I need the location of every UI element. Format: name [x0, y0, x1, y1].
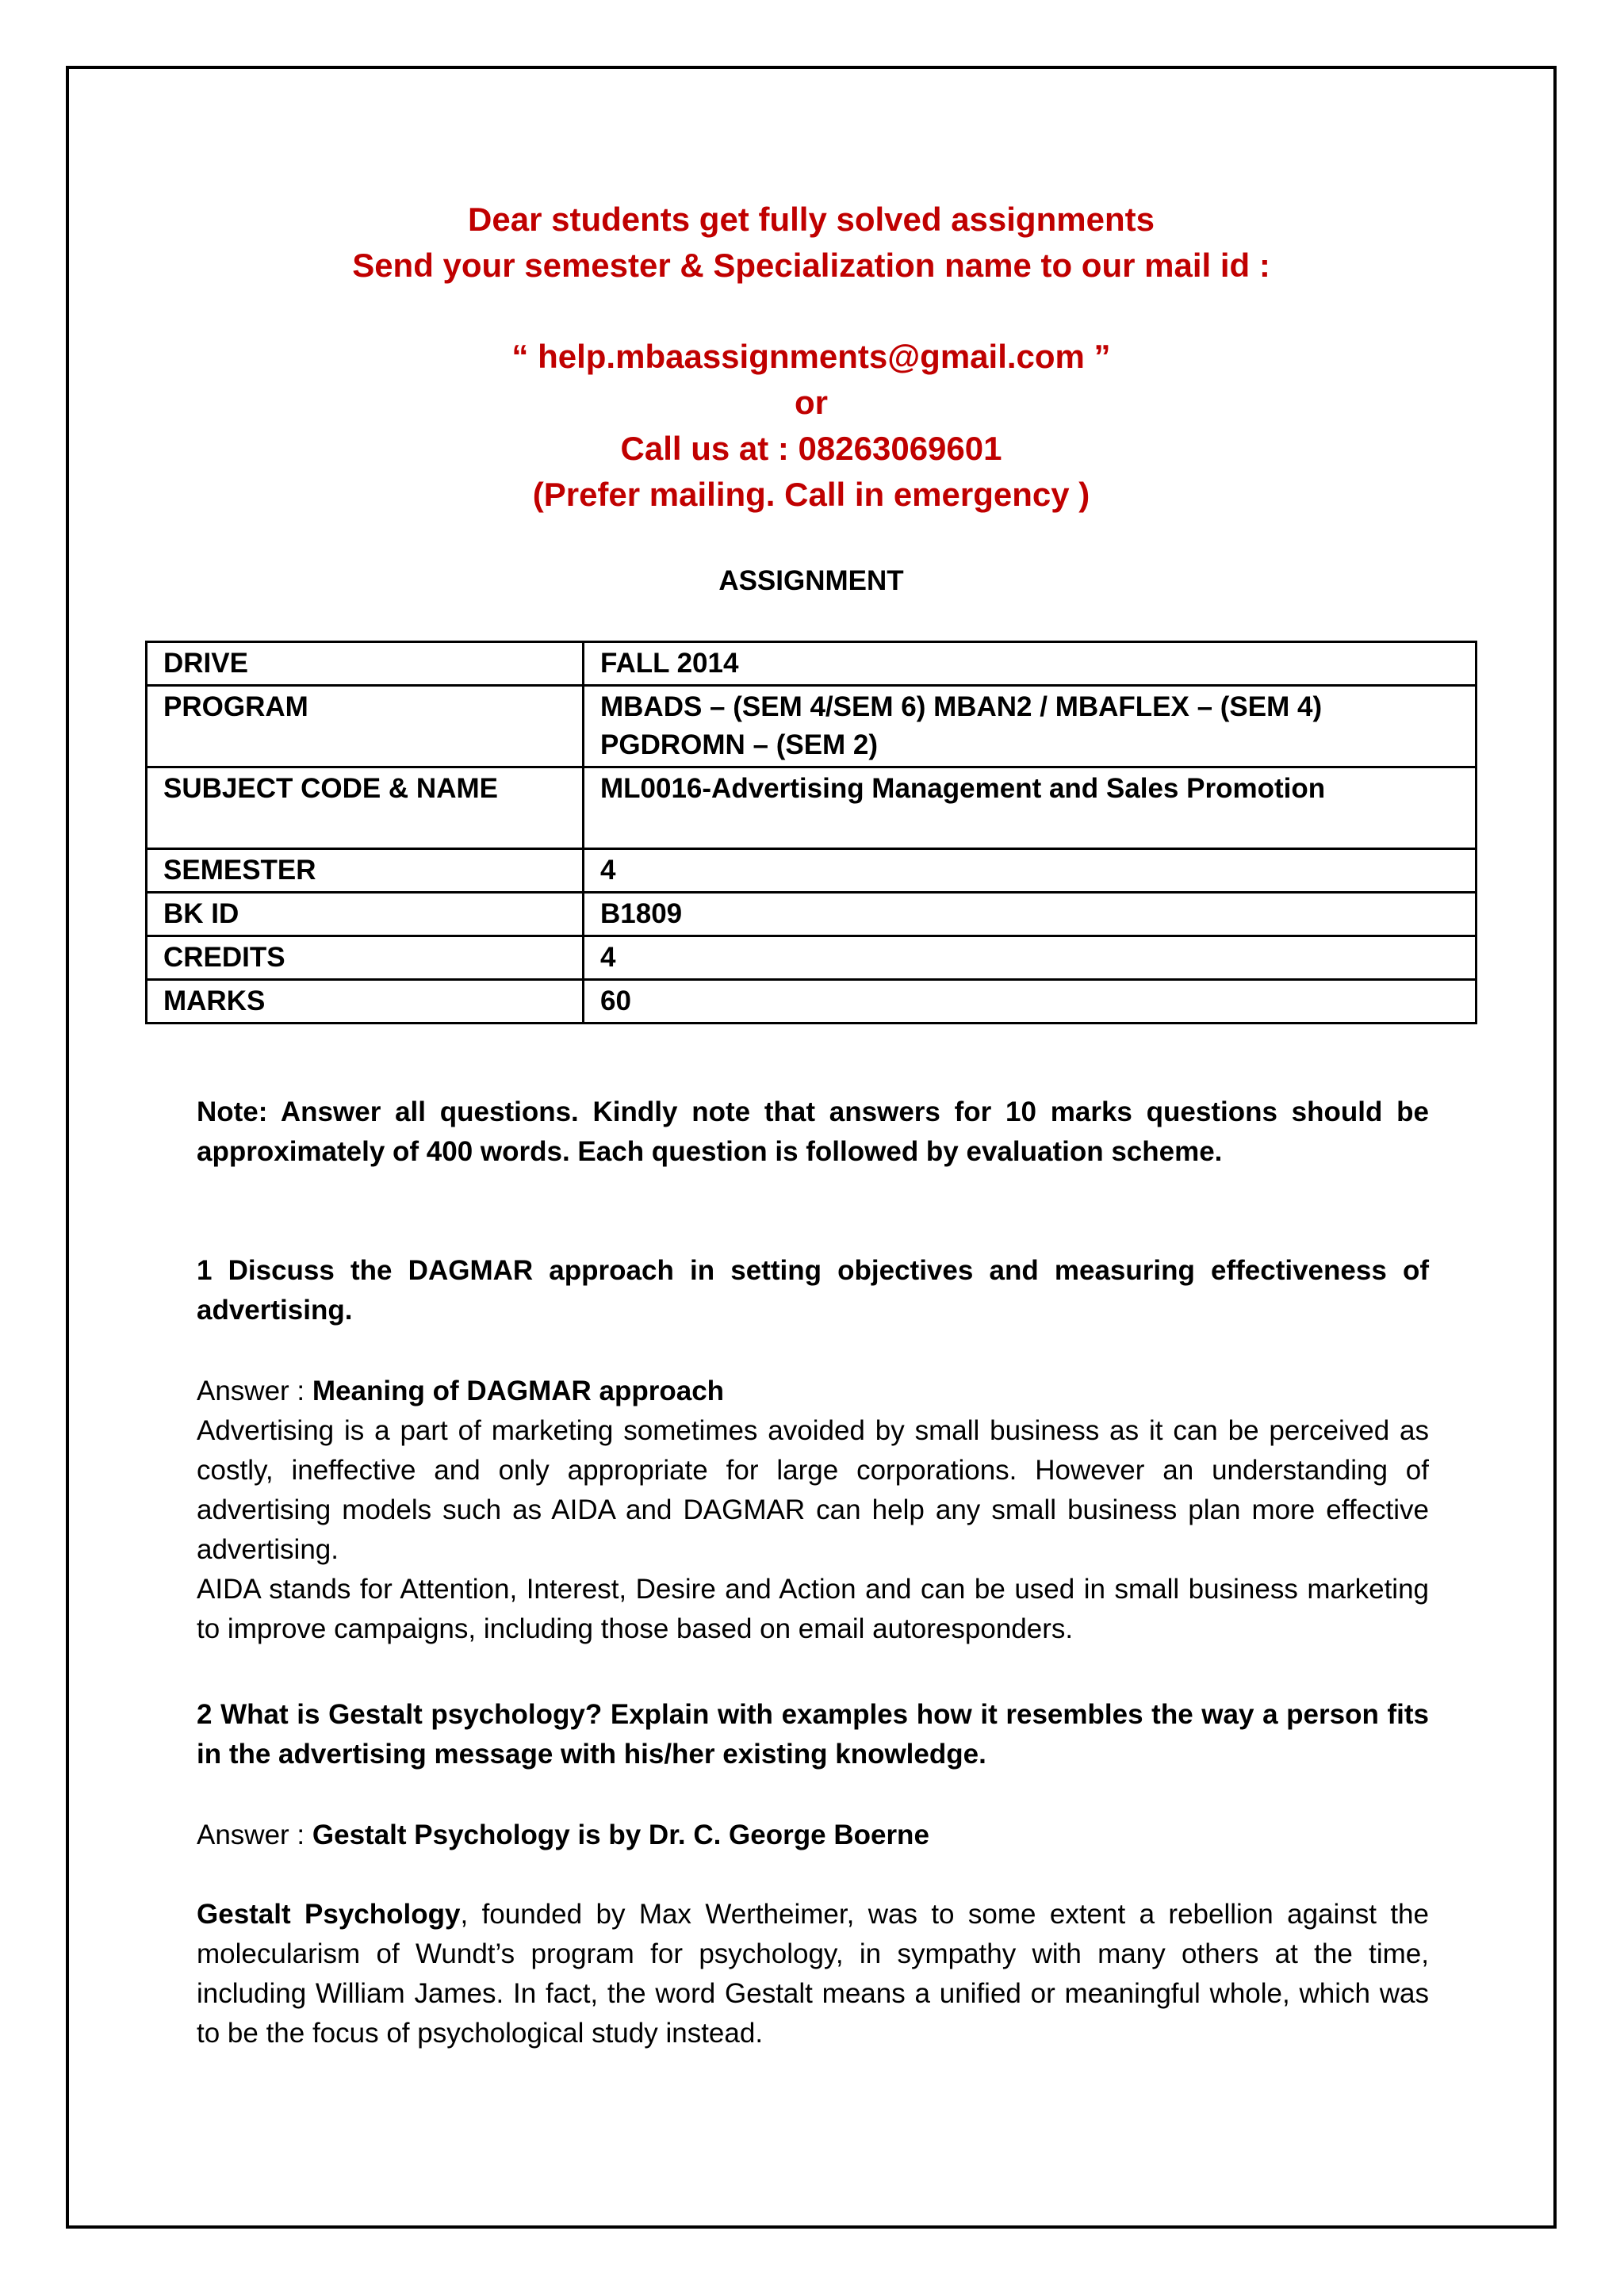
answer-1-paragraph-1: Advertising is a part of marketing sometimes avoided by small business as it can be perceived as costly, ineffective and only appropriate for large corporations. However an understanding of advertising models such as AIDA and DAGMAR can help any small business plan more effective advertising. [197, 1415, 1429, 1565]
answer-heading: Gestalt Psychology is by Dr. C. George Boerne [312, 1820, 929, 1850]
promo-or: or [795, 384, 828, 421]
promo-header [66, 197, 1557, 289]
row-value: 4 [584, 849, 1477, 893]
table-row [147, 686, 1477, 767]
row-key: SEMESTER [147, 849, 584, 893]
promo-prefer: (Prefer mailing. Call in emergency ) [532, 476, 1090, 513]
row-value: MBADS – (SEM 4/SEM 6) MBAN2 / MBAFLEX – (SEM 4) PGDROMN – (SEM 2) [584, 686, 1477, 767]
row-value: 60 [584, 980, 1477, 1024]
promo-contact [66, 334, 1557, 518]
table-row [147, 893, 1477, 936]
promo-line-2: Send your semester & Specialization name to our mail id : [352, 247, 1270, 284]
assignment-info-table [145, 641, 1477, 1024]
table-row [147, 849, 1477, 893]
paragraph-lead: Gestalt Psychology [197, 1899, 461, 1930]
answer-label: Answer : [197, 1820, 312, 1850]
row-key: SUBJECT CODE & NAME [147, 767, 584, 849]
answer-1-heading-line [197, 1372, 1429, 1411]
answer-2-paragraph [197, 1895, 1429, 2053]
promo-call[interactable]: Call us at : 08263069601 [620, 430, 1002, 467]
paragraph-body: , founded by Max Wertheimer, was to some extent a rebellion against the molecularism of Wundt’s program for psychology, in sympathy with many others at the time, including William James. In fact, the word Gestalt means a unified or meaningful whole, which was to be the focus of psychological study instead. [197, 1899, 1429, 2049]
table-row [147, 642, 1477, 686]
question-1: 1 Discuss the DAGMAR approach in setting objectives and measuring effectiveness of advertising. [197, 1255, 1429, 1326]
promo-line-1: Dear students get fully solved assignments [468, 201, 1155, 238]
row-value: 4 [584, 936, 1477, 980]
instructions-note: Note: Answer all questions. Kindly note that answers for 10 marks questions should be approximately of 400 words. Each question is followed by evaluation scheme. [197, 1096, 1429, 1167]
promo-email[interactable]: “ help.mbaassignments@gmail.com ” [511, 338, 1111, 375]
row-key: CREDITS [147, 936, 584, 980]
row-value: FALL 2014 [584, 642, 1477, 686]
answer-1-paragraph-2: AIDA stands for Attention, Interest, Desire and Action and can be used in small business marketing to improve campaigns, including those based on email autoresponders. [197, 1574, 1429, 1644]
answer-1 [197, 1372, 1429, 1649]
document-title: ASSIGNMENT [718, 565, 904, 596]
answer-label: Answer : [197, 1376, 312, 1406]
table-row [147, 936, 1477, 980]
table-row [147, 980, 1477, 1024]
row-value: ML0016-Advertising Management and Sales Promotion [584, 767, 1477, 849]
row-value: B1809 [584, 893, 1477, 936]
answer-heading: Meaning of DAGMAR approach [312, 1376, 725, 1406]
table-row [147, 767, 1477, 849]
row-key: DRIVE [147, 642, 584, 686]
row-key: MARKS [147, 980, 584, 1024]
answer-2-heading-line [197, 1816, 1429, 1855]
question-2: 2 What is Gestalt psychology? Explain with examples how it resembles the way a person fits in the advertising message with his/her existing knowledge. [197, 1699, 1429, 1770]
row-key: BK ID [147, 893, 584, 936]
row-key: PROGRAM [147, 686, 584, 767]
